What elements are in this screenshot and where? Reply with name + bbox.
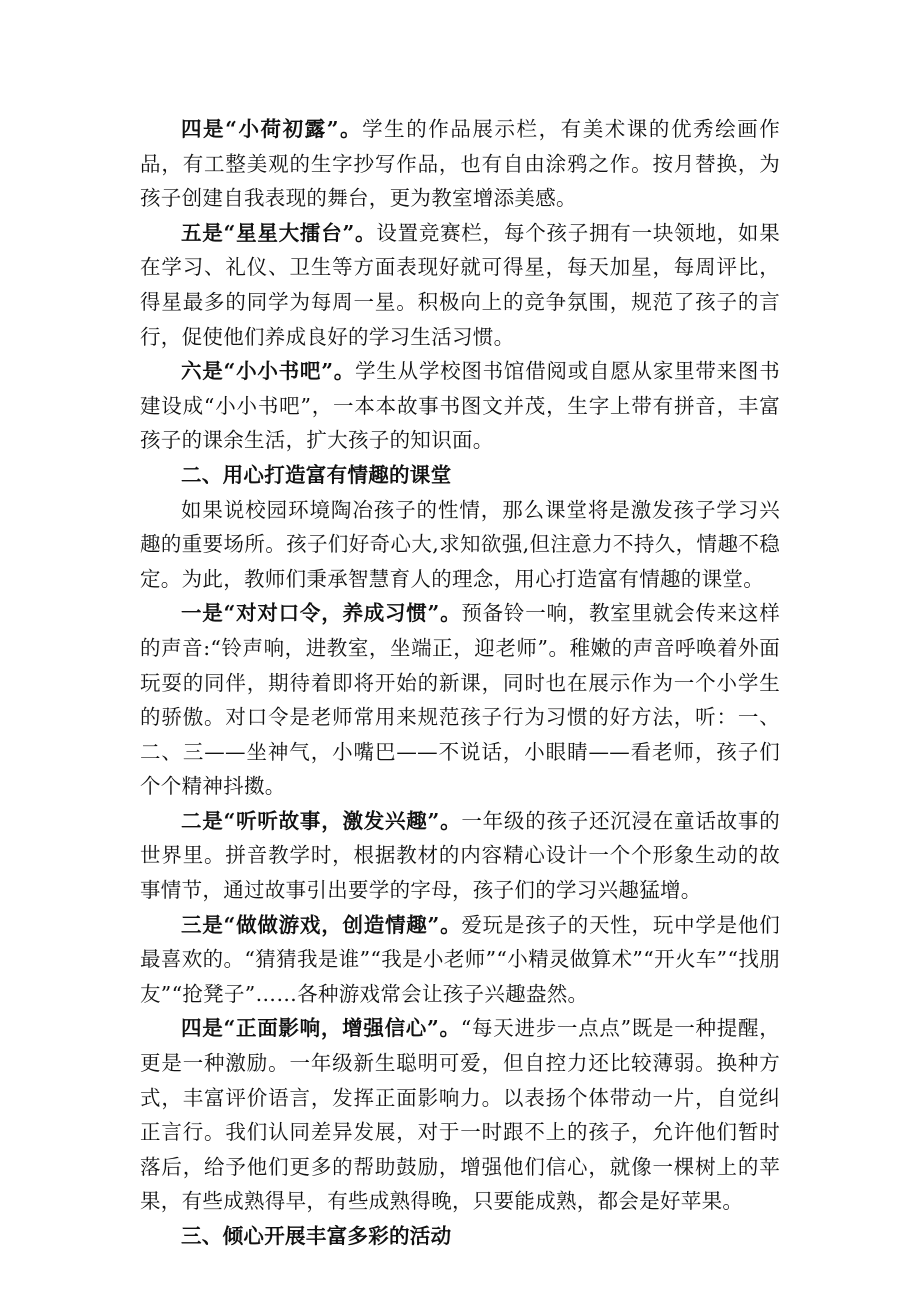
- paragraph-text: 一年级的孩子还沉浸在童话故事的世界里。拼音教学时，根据教材的内容精心设计一个个形象生动的故事情节，通过故事引出要学的字母，孩子们的学习兴趣猛增。: [140, 808, 780, 903]
- document-body: [140, 112, 780, 1254]
- paragraph-text: “每天进步一点点”既是一种提醒，更是一种激励。一年级新生聪明可爱，但自控力还比较薄弱。换种方式，丰富评价语言，发挥正面影响力。以表扬个体带动一片，自觉纠正言行。我们认同差异发展，对于一时跟不上的孩子，允许他们暂时落后，给予他们更多的帮助鼓励，增强他们信心，就像一棵树上的苹果，有些成熟得早，有些成熟得晚，只要能成熟，都会是好苹果。: [140, 1016, 780, 1214]
- paragraph-lead: 一是“对对口令，养成习惯”。: [181, 601, 462, 626]
- section-heading-classroom: 二、用心打造富有情趣的课堂: [181, 462, 452, 487]
- paragraph-lead: 四是“正面影响，增强信心”。: [181, 1016, 461, 1041]
- paragraph-text: 如果说校园环境陶冶孩子的性情，那么课堂将是激发孩子学习兴趣的重要场所。孩子们好奇心大,求知欲强,但注意力不持久，情趣不稳定。为此，教师们秉承智慧育人的理念，用心打造富有情趣的课堂。: [140, 497, 780, 591]
- paragraph-zhengmian: [140, 1011, 780, 1219]
- paragraph-text: 学生的作品展示栏，有美术课的优秀绘画作品，有工整美观的生字抄写作品，也有自由涂鸦之作。按月替换，为孩子创建自我表现的舞台，更为教室增添美感。: [140, 117, 780, 211]
- paragraph-gushi: [140, 804, 780, 908]
- paragraph-intro: [140, 493, 780, 597]
- paragraph-xingxing: [140, 216, 780, 354]
- paragraph-lead: 五是“星星大擂台”。: [181, 220, 377, 245]
- paragraph-youxi: [140, 908, 780, 1012]
- section-heading-activities: 三、倾心开展丰富多彩的活动: [181, 1224, 452, 1248]
- paragraph-xiaohe: [140, 112, 780, 216]
- paragraph-text: 预备铃一响，教室里就会传来这样的声音:“铃声响，进教室，坐端正，迎老师”。稚嫩的声音呼唤着外面玩耍的同伴，期待着即将开始的新课，同时也在展示作为一个小学生的骄傲。对口令是老师常用来规范孩子行为习惯的好方法，听：一、二、三——坐神气，小嘴巴——不说话，小眼睛——看老师，孩子们个个精神抖擞。: [140, 601, 780, 799]
- paragraph-text: 学生从学校图书馆借阅或自愿从家里带来图书建设成“小小书吧”，一本本故事书图文并茂，生字上带有拼音，丰富孩子的课余生活，扩大孩子的知识面。: [140, 359, 780, 453]
- paragraph-shuba: [140, 354, 780, 458]
- paragraph-lead: 六是“小小书吧”。: [181, 359, 356, 384]
- paragraph-lead: 二是“听听故事，激发兴趣”。: [181, 808, 462, 833]
- paragraph-text: 设置竞赛栏，每个孩子拥有一块领地，如果在学习、礼仪、卫生等方面表现好就可得星，每天加星，每周评比，得星最多的同学为每周一星。积极向上的竞争氛围，规范了孩子的言行，促使他们养成良好的学习生活习惯。: [140, 220, 780, 349]
- paragraph-text: 爱玩是孩子的天性，玩中学是他们最喜欢的。“猜猜我是谁”“我是小老师”“小精灵做算术”“开火车”“找朋友”“抢凳子”……各种游戏常会让孩子兴趣盎然。: [140, 912, 780, 1006]
- paragraph-kouling: [140, 596, 780, 804]
- paragraph-lead: 四是“小荷初露”。: [181, 117, 363, 141]
- paragraph-lead: 三是“做做游戏，创造情趣”。: [181, 912, 462, 937]
